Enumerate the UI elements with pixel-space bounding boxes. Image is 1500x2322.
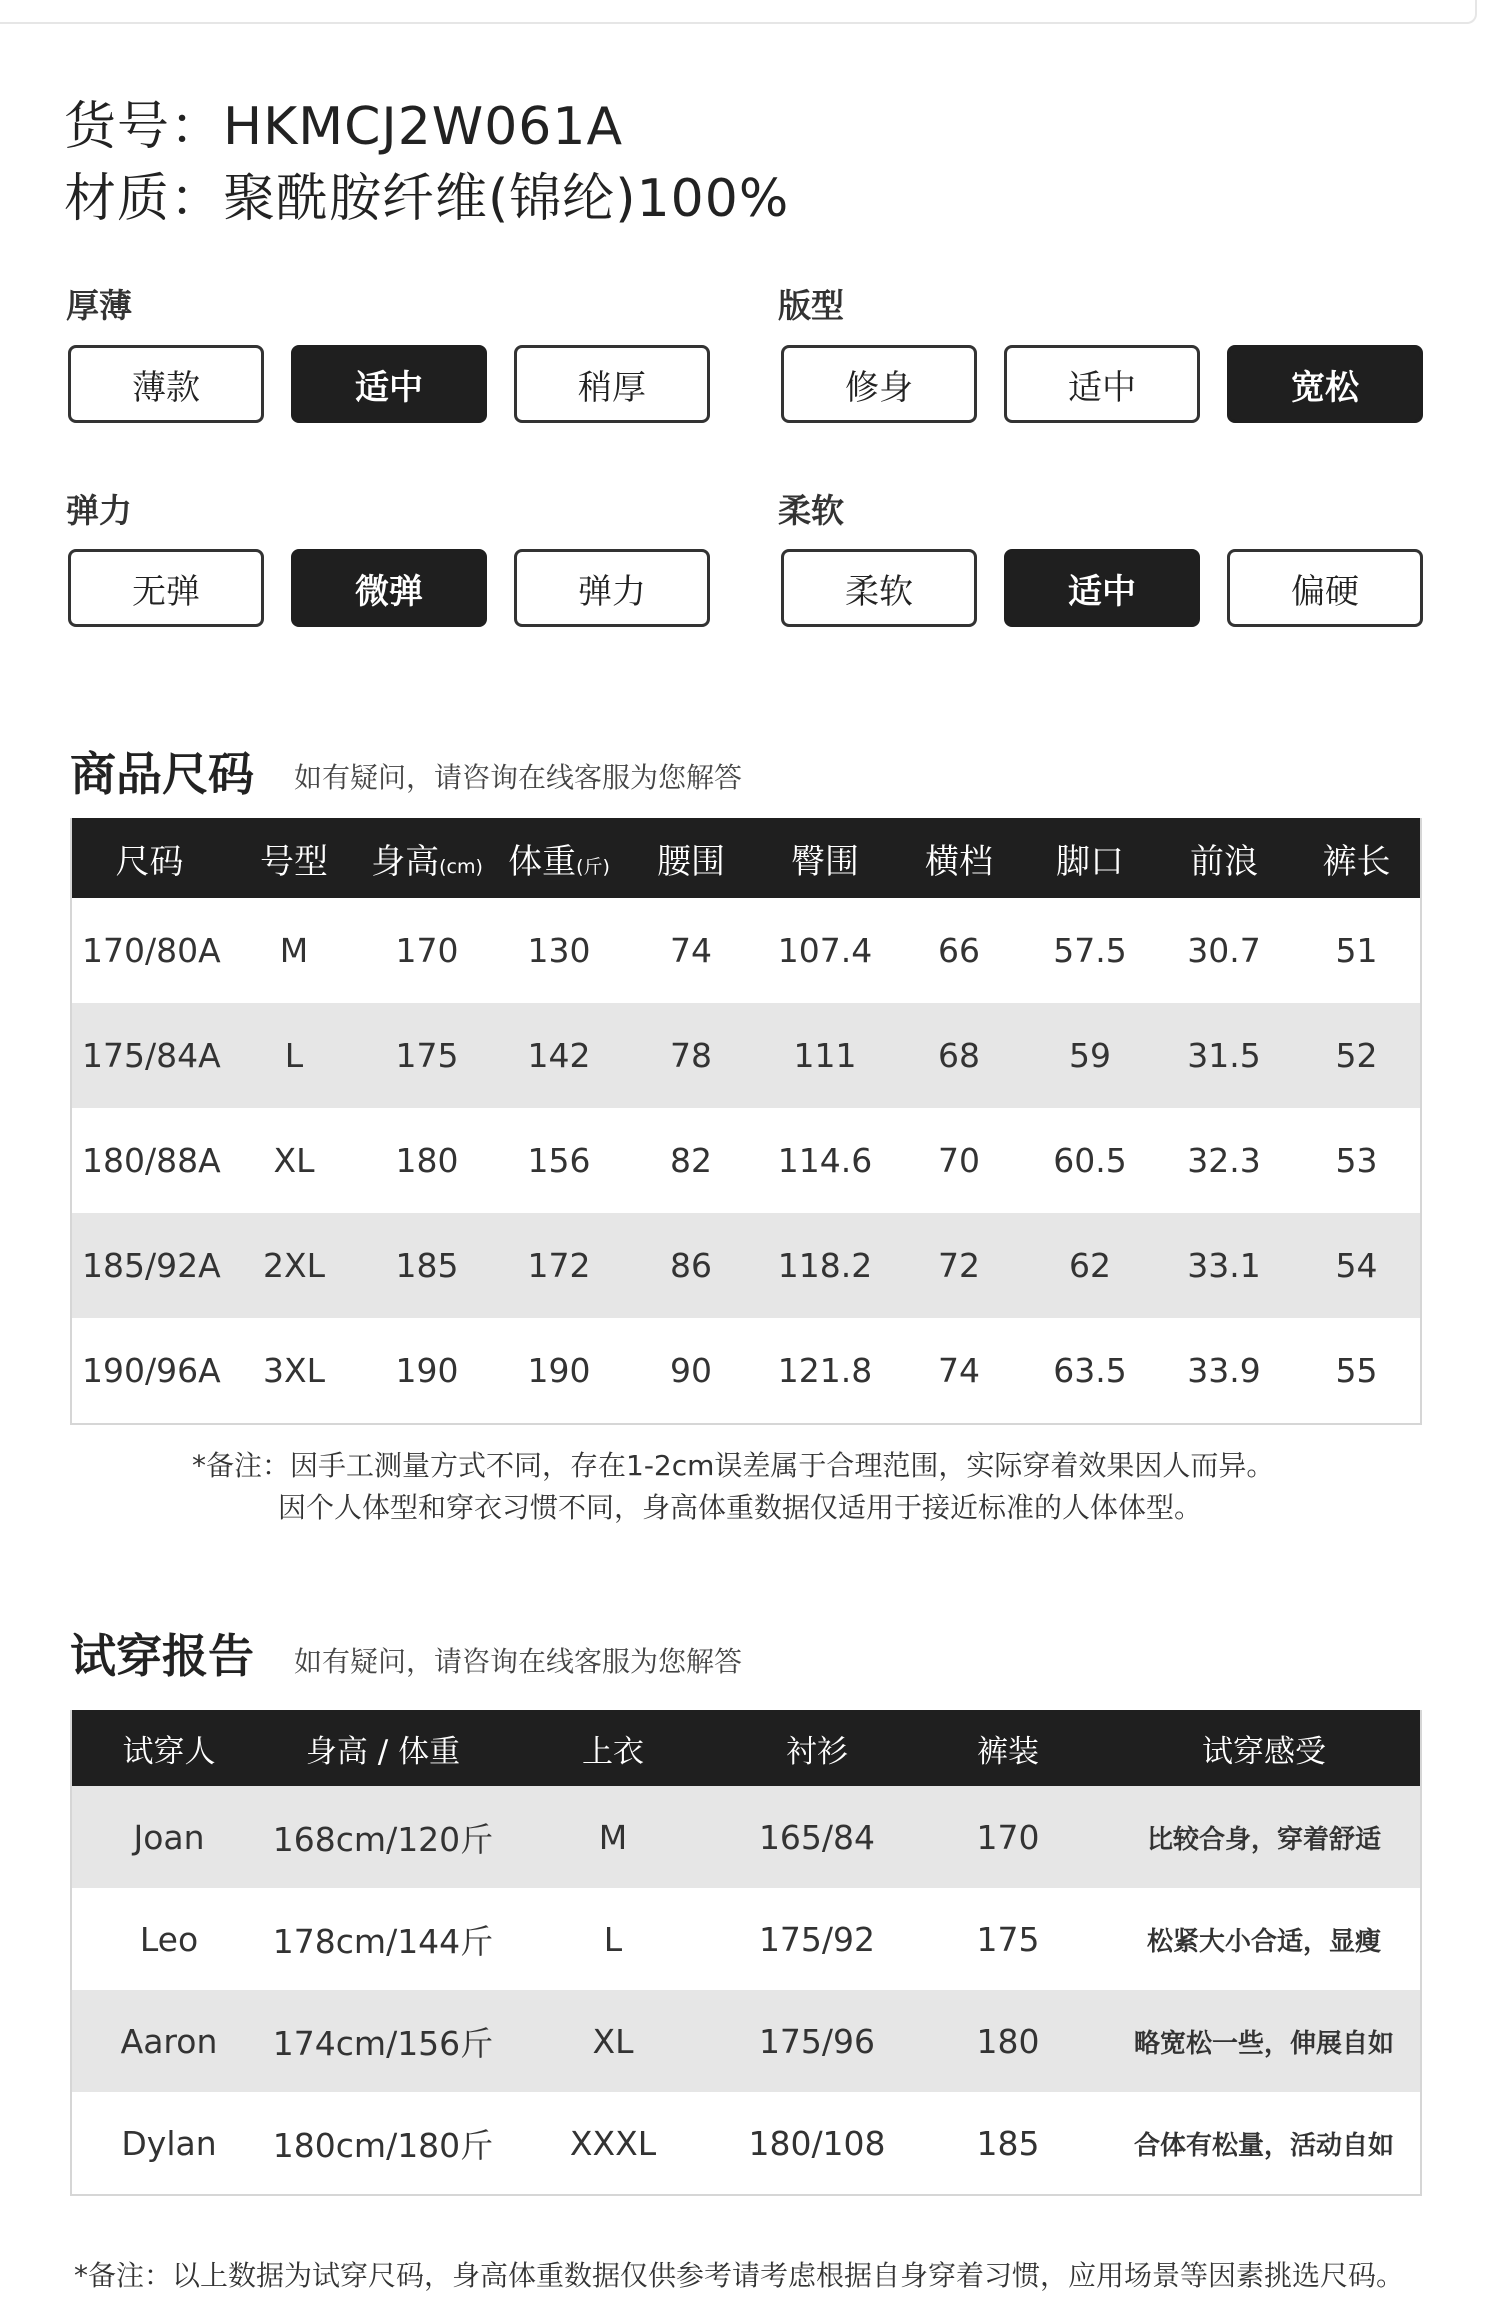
size-table-cell: 33.1 bbox=[1155, 1213, 1293, 1318]
size-header-label: 腰围 bbox=[657, 841, 725, 882]
size-header-cell bbox=[493, 818, 625, 898]
top-divider bbox=[0, 0, 1477, 24]
fitting-table-cell: 略宽松一些，伸展自如 bbox=[1108, 1990, 1421, 2092]
fitting-header-cell: 试穿感受 bbox=[1108, 1710, 1421, 1786]
fitting-table-cell: 180/108 bbox=[748, 2123, 886, 2163]
fitting-table-row bbox=[71, 1888, 1421, 1990]
product-material: 材质：聚酰胺纤维(锦纶)100% bbox=[64, 169, 790, 229]
size-table-cell: 3XL bbox=[263, 1351, 325, 1390]
size-table-cell: 86 bbox=[625, 1213, 757, 1318]
size-table-cell: 66 bbox=[938, 931, 980, 970]
option-stretch-1: 微弹 bbox=[291, 549, 487, 627]
size-table-cell: 107.4 bbox=[777, 931, 873, 970]
size-table-cell: 156 bbox=[527, 1141, 591, 1180]
size-section-subtitle: 如有疑问，请咨询在线客服为您解答 bbox=[294, 761, 743, 794]
size-table-cell: 121.8 bbox=[777, 1351, 873, 1390]
attribute-label-softness: 柔软 bbox=[778, 491, 844, 530]
fitting-header-cell: 裤装 bbox=[908, 1710, 1108, 1786]
size-table-cell: 31.5 bbox=[1155, 1003, 1293, 1108]
fitting-table-cell: XXXL bbox=[569, 2123, 657, 2163]
fitting-table-cell: M bbox=[500, 1786, 726, 1888]
fitting-table-cell: 比较合身，穿着舒适 bbox=[1108, 1786, 1421, 1888]
size-table-cell: 32.3 bbox=[1187, 1141, 1261, 1180]
fitting-report-table bbox=[70, 1710, 1422, 2196]
size-table-cell: XL bbox=[273, 1141, 315, 1180]
size-note-line-1: *备注：因手工测量方式不同，存在1-2cm误差属于合理范围，实际穿着效果因人而异。 bbox=[192, 1449, 1275, 1482]
size-header-label: 号型 bbox=[260, 841, 328, 882]
fitting-table-cell: XL bbox=[500, 1990, 726, 2092]
size-table-cell: 2XL bbox=[227, 1213, 361, 1318]
size-table-cell: 74 bbox=[670, 931, 712, 970]
size-table-cell: M bbox=[279, 931, 309, 970]
size-header-label: 体重 bbox=[508, 841, 577, 882]
size-section-title: 商品尺码 bbox=[70, 747, 254, 801]
size-table-cell: 190 bbox=[395, 1351, 459, 1390]
size-header-cell bbox=[361, 818, 493, 898]
size-table-cell: 180/88A bbox=[82, 1141, 221, 1180]
option-stretch-0: 无弹 bbox=[68, 549, 264, 627]
size-header-label: 横档 bbox=[925, 841, 993, 882]
fitting-table-row bbox=[71, 1990, 1421, 2092]
option-thickness-1: 适中 bbox=[291, 345, 487, 423]
size-table-row bbox=[71, 1003, 1421, 1108]
fitting-header-cell: 上衣 bbox=[500, 1710, 726, 1786]
option-stretch-2: 弹力 bbox=[514, 549, 710, 627]
size-table-cell: 51 bbox=[1335, 931, 1378, 970]
size-table-cell: 114.6 bbox=[777, 1141, 873, 1180]
size-table-header bbox=[71, 818, 1421, 898]
size-table-cell: 70 bbox=[938, 1141, 980, 1180]
fitting-table-row bbox=[71, 1786, 1421, 1888]
fitting-table-cell: L bbox=[603, 1919, 623, 1959]
size-header-label: 脚口 bbox=[1056, 841, 1124, 882]
size-header-cell bbox=[757, 818, 893, 898]
size-header-label: 裤长 bbox=[1322, 841, 1391, 882]
size-header-cell bbox=[1293, 818, 1421, 898]
fitting-note: *备注：以上数据为试穿尺码，身高体重数据仅供参考请考虑根据自身穿着习惯，应用场景等因素挑选尺码。 bbox=[74, 2259, 1405, 2292]
size-table-row bbox=[71, 898, 1421, 1003]
fitting-section-title: 试穿报告 bbox=[70, 1629, 254, 1683]
size-table-cell: 111 bbox=[757, 1003, 893, 1108]
option-fit-0: 修身 bbox=[781, 345, 977, 423]
product-sku: 货号：HKMCJ2W061A bbox=[64, 97, 624, 157]
option-softness-0: 柔软 bbox=[781, 549, 977, 627]
size-table-cell: 190 bbox=[527, 1351, 591, 1390]
size-table-cell: 190/96A bbox=[82, 1351, 221, 1390]
fitting-table-cell: 180 bbox=[908, 1990, 1108, 2092]
size-table-cell: 170 bbox=[395, 931, 459, 970]
size-table-cell: 62 bbox=[1025, 1213, 1155, 1318]
size-chart-table bbox=[70, 818, 1422, 1425]
size-table-cell: 57.5 bbox=[1053, 931, 1127, 970]
fitting-header-cell: 衬衫 bbox=[726, 1710, 908, 1786]
attribute-label-thickness: 厚薄 bbox=[66, 286, 132, 325]
fitting-table-cell: 180cm/180斤 bbox=[272, 2125, 494, 2165]
size-header-cell bbox=[1155, 818, 1293, 898]
size-header-cell bbox=[227, 818, 361, 898]
size-table-cell: 185 bbox=[361, 1213, 493, 1318]
option-fit-1: 适中 bbox=[1004, 345, 1200, 423]
size-table-cell: 185/92A bbox=[71, 1213, 227, 1318]
size-table-cell: 60.5 bbox=[1053, 1141, 1127, 1180]
fitting-table-cell: 175 bbox=[976, 1919, 1040, 1959]
size-table-cell: 68 bbox=[893, 1003, 1025, 1108]
attribute-label-fit: 版型 bbox=[778, 286, 844, 325]
option-softness-1: 适中 bbox=[1004, 549, 1200, 627]
fitting-header-cell: 身高 / 体重 bbox=[266, 1710, 500, 1786]
size-header-cell bbox=[625, 818, 757, 898]
size-header-unit: (cm) bbox=[439, 855, 483, 878]
size-table-cell: 53 bbox=[1335, 1141, 1378, 1180]
size-table-cell: 72 bbox=[893, 1213, 1025, 1318]
size-table-cell: 118.2 bbox=[757, 1213, 893, 1318]
size-table-cell: 82 bbox=[670, 1141, 712, 1180]
size-header-label: 尺码 bbox=[115, 841, 184, 882]
fitting-table-cell: 174cm/156斤 bbox=[266, 1990, 500, 2092]
size-table-cell: L bbox=[227, 1003, 361, 1108]
size-table-cell: 130 bbox=[527, 931, 591, 970]
size-table-cell: 55 bbox=[1335, 1351, 1378, 1390]
fitting-table-cell: 175/92 bbox=[758, 1919, 876, 1959]
fitting-table-cell: Leo bbox=[139, 1919, 199, 1959]
option-thickness-0: 薄款 bbox=[68, 345, 264, 423]
size-table-cell: 52 bbox=[1293, 1003, 1421, 1108]
fitting-table-cell: 170 bbox=[908, 1786, 1108, 1888]
size-table-cell: 63.5 bbox=[1053, 1351, 1127, 1390]
size-table-row bbox=[71, 1108, 1421, 1213]
fitting-table-cell: 178cm/144斤 bbox=[272, 1921, 494, 1961]
attribute-label-stretch: 弹力 bbox=[66, 491, 132, 530]
size-table-cell: 175/84A bbox=[71, 1003, 227, 1108]
size-header-label: 前浪 bbox=[1190, 841, 1258, 882]
size-table-cell: 54 bbox=[1293, 1213, 1421, 1318]
fitting-table-cell: 175/96 bbox=[726, 1990, 908, 2092]
fitting-table-cell: 185 bbox=[976, 2123, 1040, 2163]
fitting-table-row bbox=[71, 2092, 1421, 2195]
size-table-cell: 142 bbox=[493, 1003, 625, 1108]
size-table-cell: 170/80A bbox=[82, 931, 221, 970]
size-table-row bbox=[71, 1213, 1421, 1318]
fitting-table-cell: Dylan bbox=[121, 2123, 217, 2163]
size-table-cell: 30.7 bbox=[1187, 931, 1261, 970]
fitting-table-cell: 松紧大小合适，显瘦 bbox=[1146, 1926, 1381, 1957]
size-table-cell: 33.9 bbox=[1187, 1351, 1261, 1390]
size-header-cell bbox=[1025, 818, 1155, 898]
fitting-table-cell: Joan bbox=[71, 1786, 266, 1888]
size-table-row bbox=[71, 1318, 1421, 1424]
fitting-table-cell: 165/84 bbox=[726, 1786, 908, 1888]
size-table-cell: 175 bbox=[361, 1003, 493, 1108]
size-table-cell: 74 bbox=[938, 1351, 980, 1390]
fitting-header-cell: 试穿人 bbox=[71, 1710, 266, 1786]
size-table-cell: 90 bbox=[670, 1351, 712, 1390]
size-table-cell: 59 bbox=[1025, 1003, 1155, 1108]
option-thickness-2: 稍厚 bbox=[514, 345, 710, 423]
fitting-table-header bbox=[71, 1710, 1421, 1786]
fitting-table-cell: Aaron bbox=[71, 1990, 266, 2092]
fitting-table-cell: 168cm/120斤 bbox=[266, 1786, 500, 1888]
size-header-unit: (斤) bbox=[576, 855, 610, 878]
size-header-cell bbox=[893, 818, 1025, 898]
size-header-label: 臀围 bbox=[791, 841, 859, 882]
option-fit-2: 宽松 bbox=[1227, 345, 1423, 423]
size-note-line-2: 因个人体型和穿衣习惯不同，身高体重数据仅适用于接近标准的人体体型。 bbox=[278, 1491, 1203, 1524]
size-table-cell: 78 bbox=[625, 1003, 757, 1108]
option-softness-2: 偏硬 bbox=[1227, 549, 1423, 627]
fitting-table-cell: 合体有松量，活动自如 bbox=[1133, 2130, 1394, 2161]
size-table-cell: 172 bbox=[493, 1213, 625, 1318]
size-header-label: 身高 bbox=[371, 841, 440, 882]
size-table-cell: 180 bbox=[395, 1141, 459, 1180]
fitting-section-subtitle: 如有疑问，请咨询在线客服为您解答 bbox=[294, 1645, 743, 1678]
size-header-cell bbox=[71, 818, 227, 898]
